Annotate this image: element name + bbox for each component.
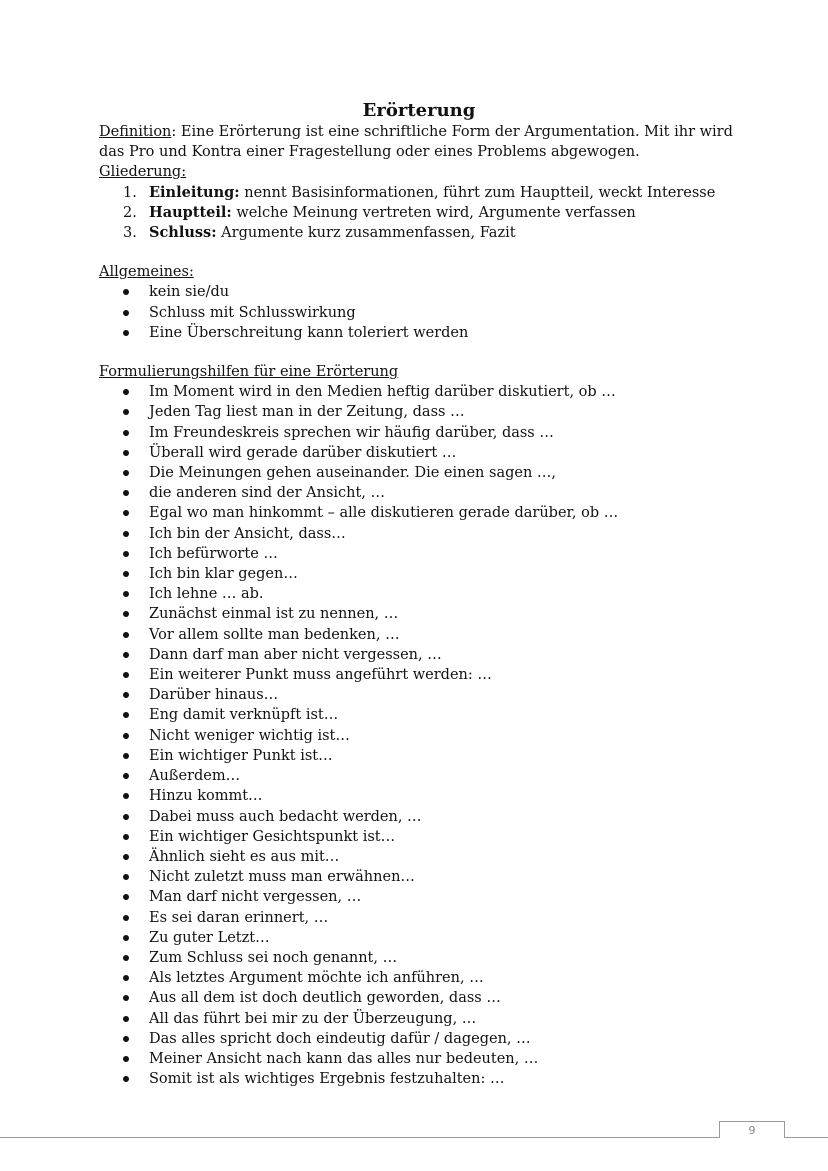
formulierungshilfe-item-text: Eng damit verknüpft ist… [149,707,339,724]
formulierungshilfe-item-text: Aus all dem ist doch deutlich geworden, dass … [149,990,501,1007]
gliederung-text: welche Meinung vertreten wird, Argumente verfassen [231,204,636,221]
formulierungshilfe-item-text: Dabei muss auch bedacht werden, … [149,808,422,825]
formulierungshilfe-item-text: Im Moment wird in den Medien heftig darüber diskutiert, ob … [149,384,616,401]
formulierungshilfe-item [99,503,739,523]
bullet-icon [123,753,129,759]
allgemeines-item-text: kein sie/du [149,284,230,301]
bullet-icon [123,289,129,295]
formulierungshilfe-item-text: Darüber hinaus… [149,687,279,704]
formulierungshilfe-item [99,1009,739,1029]
formulierungshilfe-item-text: Jeden Tag liest man in der Zeitung, dass … [149,404,465,421]
allgemeines-heading: Allgemeines: [99,264,194,281]
formulierungshilfe-item [99,483,739,503]
formulierungshilfe-item [99,948,739,968]
bullet-icon [123,571,129,577]
bullet-icon [123,935,129,941]
formulierungshilfe-item-text: Das alles spricht doch eindeutig dafür / dagegen, … [149,1030,531,1047]
gliederung-item [99,223,739,243]
gliederung-term: Hauptteil: [149,203,232,221]
formulierungshilfe-item-text: Die Meinungen gehen auseinander. Die einen sagen …, [149,465,557,482]
bullet-icon [123,1056,129,1062]
formulierungshilfe-item-text: Ich bin der Ansicht, dass… [149,525,346,542]
bullet-icon [123,1036,129,1042]
formulierungshilfe-item-text: Man darf nicht vergessen, … [149,889,362,906]
formulierungshilfe-item-text: Außerdem… [149,768,241,785]
formulierungshilfen-heading: Formulierungshilfen für eine Erörterung [99,364,399,381]
bullet-icon [123,430,129,436]
bullet-icon [123,510,129,516]
allgemeines-list [99,282,739,343]
formulierungshilfe-item-text: Vor allem sollte man bedenken, … [149,626,400,643]
bullet-icon [123,672,129,678]
bullet-icon [123,733,129,739]
formulierungshilfe-item-text: Somit ist als wichtiges Ergebnis festzuhalten: … [149,1071,505,1088]
formulierungshilfen-list [99,382,739,1089]
bullet-icon [123,490,129,496]
allgemeines-item [99,282,739,302]
bullet-icon [123,894,129,900]
definition-text: : Eine Erörterung ist eine schriftliche Form der Argumentation. Mit ihr wird das Pro und Kontra einer Fragestellung oder eines Problems abgewogen. [99,124,733,161]
formulierungshilfe-item-text: Nicht weniger wichtig ist… [149,727,350,744]
bullet-icon [123,652,129,658]
formulierungshilfe-item [99,665,739,685]
formulierungshilfe-item [99,726,739,746]
formulierungshilfe-item [99,645,739,665]
formulierungshilfe-item-text: Überall wird gerade darüber diskutiert … [149,444,457,461]
formulierungshilfe-item [99,382,739,402]
formulierungshilfe-item [99,867,739,887]
formulierungshilfe-item [99,402,739,422]
formulierungshilfe-item-text: Ein wichtiger Punkt ist… [149,747,333,764]
footer-divider [0,1137,828,1138]
formulierungshilfe-item [99,928,739,948]
formulierungshilfe-item [99,807,739,827]
formulierungshilfe-item-text: die anderen sind der Ansicht, … [149,485,386,502]
formulierungshilfe-item [99,443,739,463]
formulierungshilfe-item [99,463,739,483]
formulierungshilfe-item [99,827,739,847]
spacer [99,343,739,362]
formulierungshilfe-item-text: Dann darf man aber nicht vergessen, … [149,646,442,663]
formulierungshilfe-item-text: Hinzu kommt… [149,788,263,805]
formulierungshilfe-item-text: Ein weiterer Punkt muss angeführt werden: … [149,667,492,684]
bullet-icon [123,591,129,597]
allgemeines-item [99,303,739,323]
formulierungshilfe-item-text: All das führt bei mir zu der Überzeugung, … [149,1010,477,1027]
allgemeines-item [99,323,739,343]
definition-label: Definition [99,124,172,140]
formulierungshilfe-item [99,847,739,867]
bullet-icon [123,310,129,316]
bullet-icon [123,611,129,617]
gliederung-item [99,183,739,203]
formulierungshilfe-item [99,423,739,443]
formulierungshilfe-item [99,564,739,584]
gliederung-list [99,183,739,244]
bullet-icon [123,632,129,638]
formulierungshilfe-item-text: Egal wo man hinkommt – alle diskutieren gerade darüber, ob … [149,505,619,522]
bullet-icon [123,975,129,981]
page-content [99,99,739,1089]
formulierungshilfe-item [99,968,739,988]
formulierungshilfe-item-text: Meiner Ansicht nach kann das alles nur bedeuten, … [149,1050,539,1067]
gliederung-term: Schluss: [149,224,217,242]
formulierungshilfe-item-text: Zunächst einmal ist zu nennen, … [149,606,399,623]
formulierungshilfe-item-text: Nicht zuletzt muss man erwähnen… [149,869,415,886]
bullet-icon [123,330,129,336]
list-number: 1. [123,184,137,201]
formulierungshilfe-item [99,786,739,806]
formulierungshilfe-item [99,524,739,544]
bullet-icon [123,389,129,395]
formulierungshilfe-item-text: Ich lehne … ab. [149,586,264,603]
list-number: 3. [123,225,137,242]
formulierungshilfe-item [99,746,739,766]
bullet-icon [123,531,129,537]
bullet-icon [123,470,129,476]
spacer [99,243,739,262]
bullet-icon [123,874,129,880]
formulierungshilfe-item [99,908,739,928]
gliederung-text: nennt Basisinformationen, führt zum Hauptteil, weckt Interesse [239,184,716,201]
bullet-icon [123,551,129,557]
bullet-icon [123,450,129,456]
formulierungshilfe-item [99,1049,739,1069]
bullet-icon [123,712,129,718]
bullet-icon [123,995,129,1001]
formulierungshilfe-item [99,887,739,907]
bullet-icon [123,1016,129,1022]
formulierungshilfe-item [99,988,739,1008]
gliederung-text: Argumente kurz zusammenfassen, Fazit [216,225,516,242]
bullet-icon [123,854,129,860]
bullet-icon [123,814,129,820]
gliederung-item [99,203,739,223]
formulierungshilfe-item-text: Es sei daran erinnert, … [149,909,329,926]
formulierungshilfe-item [99,685,739,705]
allgemeines-item-text: Eine Überschreitung kann toleriert werden [149,324,469,341]
bullet-icon [123,409,129,415]
bullet-icon [123,834,129,840]
page-number: 9 [719,1121,785,1138]
formulierungshilfe-item [99,766,739,786]
formulierungshilfe-item-text: Ich bin klar gegen… [149,566,298,583]
definition-paragraph [99,122,739,162]
formulierungshilfe-item-text: Ein wichtiger Gesichtspunkt ist… [149,828,396,845]
formulierungshilfe-item-text: Als letztes Argument möchte ich anführen, … [149,970,484,987]
formulierungshilfe-item [99,705,739,725]
gliederung-term: Einleitung: [149,183,240,201]
formulierungshilfe-item [99,625,739,645]
bullet-icon [123,955,129,961]
bullet-icon [123,773,129,779]
list-number: 2. [123,204,137,221]
bullet-icon [123,915,129,921]
formulierungshilfe-item-text: Zum Schluss sei noch genannt, … [149,949,398,966]
formulierungshilfe-item [99,604,739,624]
formulierungshilfe-item [99,1029,739,1049]
gliederung-heading: Gliederung: [99,164,187,181]
formulierungshilfe-item-text: Zu guter Letzt… [149,929,270,946]
formulierungshilfe-item [99,1069,739,1089]
formulierungshilfe-item-text: Ich befürworte … [149,545,278,562]
bullet-icon [123,692,129,698]
page-title: Erörterung [362,100,476,121]
bullet-icon [123,793,129,799]
bullet-icon [123,1076,129,1082]
formulierungshilfe-item-text: Ähnlich sieht es aus mit… [149,848,340,865]
allgemeines-item-text: Schluss mit Schlusswirkung [149,304,356,321]
formulierungshilfe-item-text: Im Freundeskreis sprechen wir häufig darüber, dass … [149,424,554,441]
formulierungshilfe-item [99,544,739,564]
formulierungshilfe-item [99,584,739,604]
